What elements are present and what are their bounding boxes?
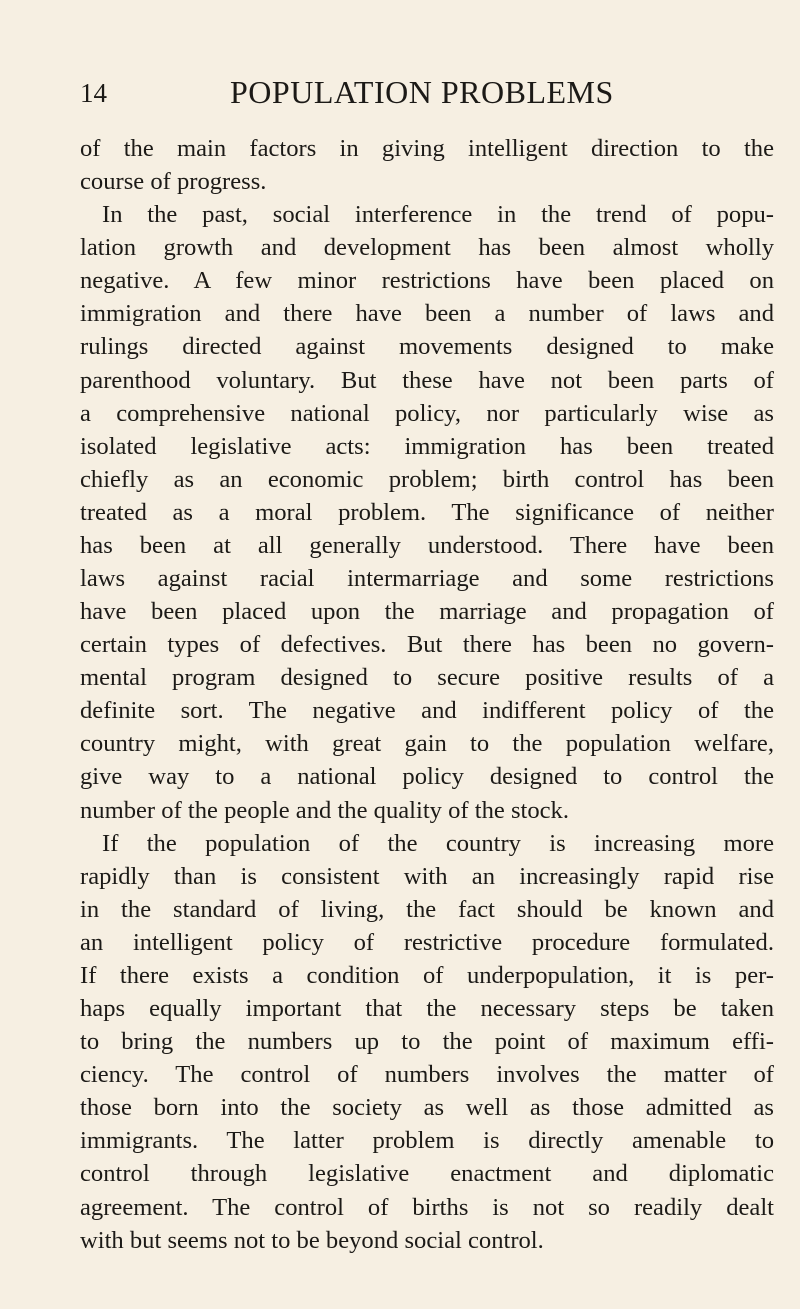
text-line: mental program designed to secure positive results of a <box>80 664 774 692</box>
text-line: has been at all generally understood. There have been <box>80 531 774 559</box>
text-line: isolated legislative acts: immigration has been treated <box>80 432 774 460</box>
text-line: immigration and there have been a number of laws and <box>80 300 774 328</box>
text-line: parenthood voluntary. But these have not been parts of <box>80 366 774 394</box>
text-line: If the population of the country is increasing more <box>102 829 774 857</box>
text-line: agreement. The control of births is not so readily dealt <box>80 1193 774 1221</box>
text-line: rulings directed against movements designed to make <box>80 333 774 361</box>
text-line: an intelligent policy of restrictive procedure formulated. <box>80 928 774 956</box>
page-header <box>80 70 720 114</box>
text-line: course of progress. <box>80 168 267 196</box>
text-line: country might, with great gain to the population welfare, <box>80 730 774 758</box>
text-line: immigrants. The latter problem is directly amenable to <box>80 1127 774 1155</box>
text-line: treated as a moral problem. The significance of neither <box>80 498 774 526</box>
text-line: laws against racial intermarriage and some restrictions <box>80 565 774 593</box>
text-line: give way to a national policy designed to control the <box>80 763 774 791</box>
text-line: negative. A few minor restrictions have been placed on <box>80 267 774 295</box>
text-line: control through legislative enactment and diplomatic <box>80 1160 774 1188</box>
text-line: ciency. The control of numbers involves the matter of <box>80 1061 774 1089</box>
text-line: chiefly as an economic problem; birth control has been <box>80 465 774 493</box>
page-number: 14 <box>80 78 107 108</box>
text-line: of the main factors in giving intelligent direction to the <box>80 135 774 162</box>
text-line: haps equally important that the necessary steps be taken <box>80 995 774 1023</box>
text-line: In the past, social interference in the trend of popu- <box>102 201 774 229</box>
text-line: with but seems not to be beyond social control. <box>80 1226 544 1254</box>
text-line: to bring the numbers up to the point of maximum effi- <box>80 1028 774 1056</box>
text-line: lation growth and development has been almost wholly <box>80 234 774 262</box>
text-line: those born into the society as well as those admitted as <box>80 1094 774 1122</box>
text-line: a comprehensive national policy, nor particularly wise as <box>80 399 774 427</box>
text-line: definite sort. The negative and indifferent policy of the <box>80 697 774 725</box>
text-line: number of the people and the quality of the stock. <box>80 796 570 824</box>
text-line: certain types of defectives. But there has been no govern- <box>80 631 774 659</box>
running-head: POPULATION PROBLEMS <box>230 74 614 110</box>
text-line: If there exists a condition of underpopulation, it is per- <box>80 961 774 989</box>
text-line: in the standard of living, the fact should be known and <box>80 895 774 923</box>
text-line: have been placed upon the marriage and propagation of <box>80 598 774 626</box>
body-text <box>80 132 774 1257</box>
text-line: rapidly than is consistent with an increasingly rapid rise <box>80 862 774 890</box>
